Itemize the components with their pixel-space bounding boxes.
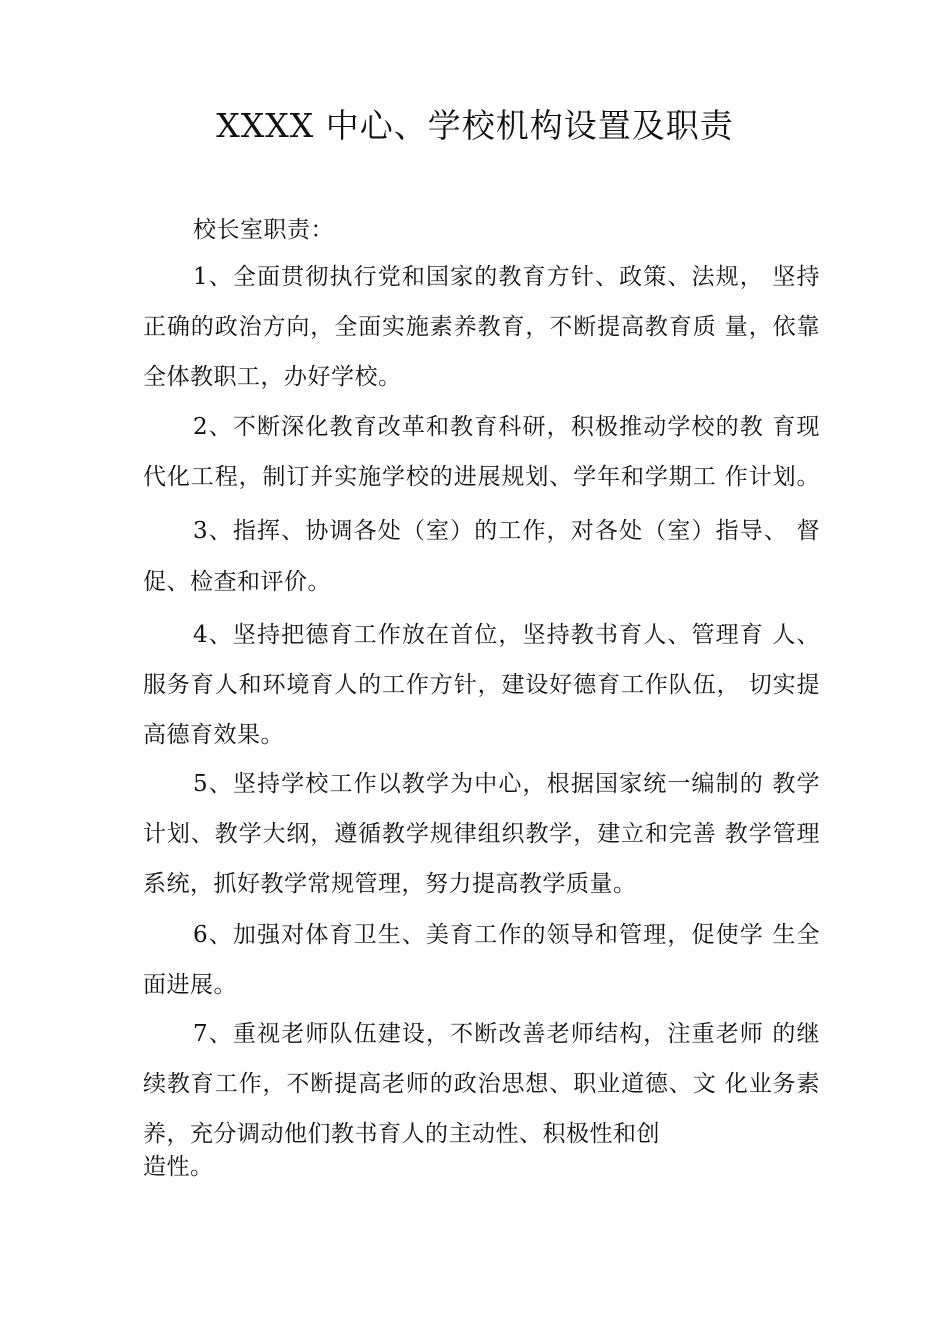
paragraph-line: 5、坚持学校工作以教学为中心，根据国家统一编制的 教学: [193, 771, 820, 797]
section-heading: 校长室职责：: [193, 217, 334, 243]
paragraph-line: 高德育效果。: [143, 722, 284, 748]
paragraph-line: 4、坚持把德育工作放在首位，坚持教书育人、管理育 人、: [193, 622, 820, 648]
paragraph-line: 续教育工作，不断提高老师的政治思想、职业道德、文 化业务素: [143, 1071, 820, 1097]
paragraph-line: 服务育人和环境育人的工作方针，建设好德育工作队伍， 切实提: [143, 672, 820, 698]
paragraph-line: 3、指挥、协调各处（室）的工作，对各处（室）指导、 督: [193, 518, 820, 544]
paragraph-line: 计划、教学大纲，遵循教学规律组织教学，建立和完善 教学管理: [143, 821, 820, 847]
paragraph-line: 7、重视老师队伍建设，不断改善老师结构，注重老师 的继: [193, 1021, 820, 1047]
paragraph-line: 养，充分调动他们教书育人的主动性、积极性和创: [143, 1121, 660, 1147]
document-title: XXXX 中心、学校机构设置及职责: [216, 106, 734, 145]
paragraph-line: 6、加强对体育卫生、美育工作的领导和管理，促使学 生全: [193, 922, 820, 948]
paragraph-line: 系统，抓好教学常规管理，努力提高教学质量。: [143, 871, 637, 897]
paragraph-line: 促、检查和评价。: [143, 569, 331, 595]
paragraph-line: 1、全面贯彻执行党和国家的教育方针、政策、法规， 坚持: [193, 264, 820, 290]
paragraph-line: 2、不断深化教育改革和教育科研，积极推动学校的教 育现: [193, 414, 820, 440]
paragraph-line: 正确的政治方向，全面实施素养教育，不断提高教育质 量，依靠: [143, 314, 820, 340]
paragraph-line: 造性。: [143, 1154, 214, 1180]
paragraph-line: 代化工程，制订并实施学校的进展规划、学年和学期工 作计划。: [143, 464, 820, 490]
paragraph-line: 面进展。: [143, 972, 237, 998]
paragraph-line: 全体教职工，办好学校。: [143, 364, 402, 390]
